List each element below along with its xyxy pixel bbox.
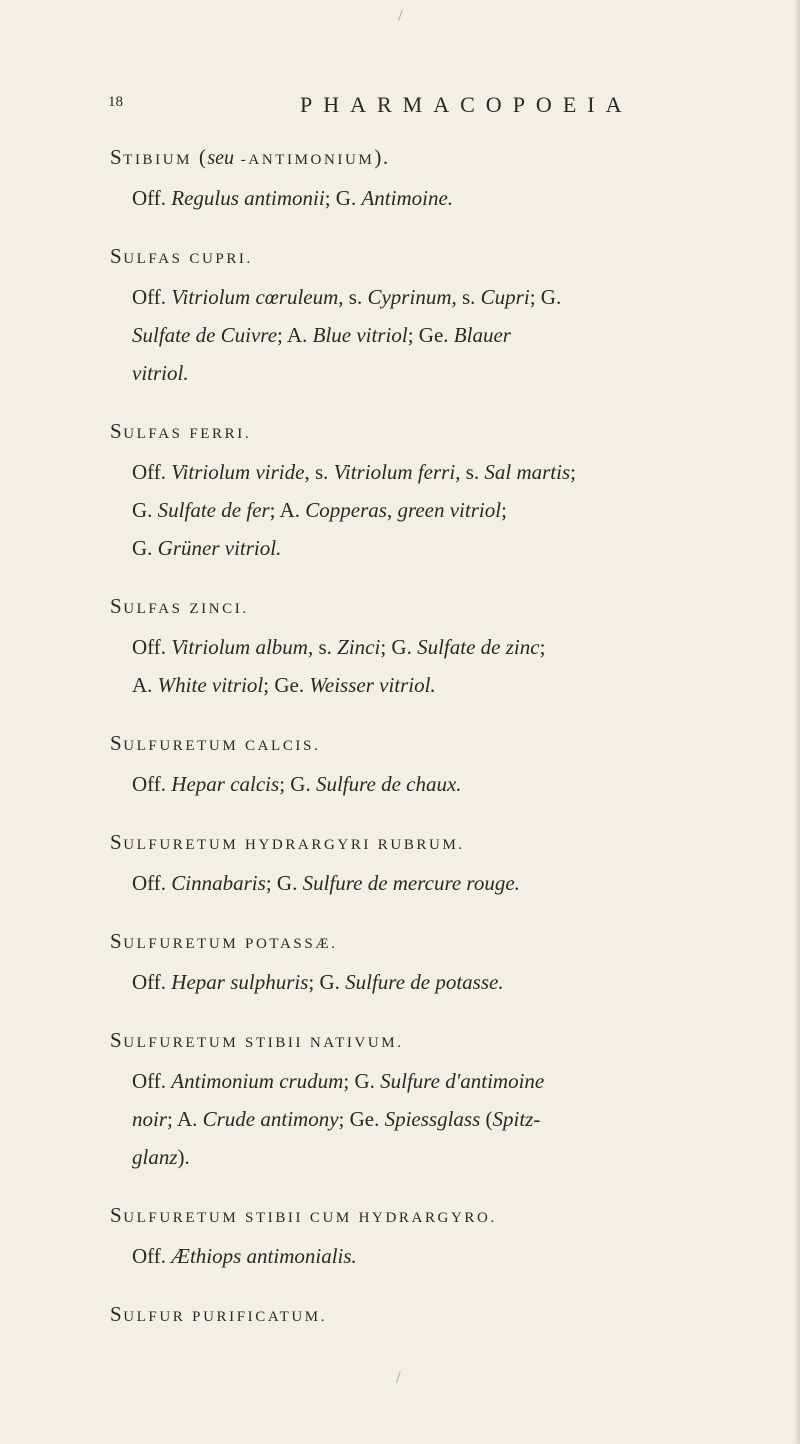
paper-speck: / [398, 8, 403, 24]
entry-heading: SULFAS FERRI. [110, 419, 252, 443]
synonym-line: Off. Æthiops antimonialis. [132, 1244, 357, 1268]
entry-heading: SULFURETUM HYDRARGYRI RUBRUM. [110, 830, 465, 854]
entry [110, 823, 770, 902]
synonym-line: vitriol. [132, 361, 189, 385]
synonym-line: Off. Hepar calcis; G. Sulfure de chaux. [132, 772, 462, 796]
entry [110, 1021, 770, 1176]
synonym-line: Sulfate de Cuivre; A. Blue vitriol; Ge. Blauer [132, 323, 511, 347]
synonym-line: Off. Vitriolum cœruleum, s. Cyprinum, s. Cupri; G. [132, 285, 562, 309]
synonym-line: Off. Vitriolum album, s. Zinci; G. Sulfate de zinc; [132, 635, 546, 659]
entry [110, 1196, 770, 1275]
synonym-line: G. Sulfate de fer; A. Copperas, green vitriol; [132, 498, 507, 522]
entry-heading: SULFURETUM STIBII CUM HYDRARGYRO. [110, 1203, 497, 1227]
page-edge-shadow [794, 0, 800, 1444]
synonym-line: G. Grüner vitriol. [132, 536, 282, 560]
entry-heading: SULFURETUM STIBII NATIVUM. [110, 1028, 404, 1052]
synonym-line: Off. Regulus antimonii; G. Antimoine. [132, 186, 454, 210]
entry [110, 922, 770, 1001]
synonym-line: Off. Cinnabaris; G. Sulfure de mercure rouge. [132, 871, 520, 895]
synonym-line: Off. Antimonium crudum; G. Sulfure d'antimoine [132, 1069, 545, 1093]
synonym-line: noir; A. Crude antimony; Ge. Spiessglass (Spitz- [132, 1107, 541, 1131]
entry-heading: SULFUR PURIFICATUM. [110, 1302, 328, 1326]
entry-heading: STIBIUM (seu -ANTIMONIUM). [110, 145, 390, 169]
entry [110, 1295, 770, 1336]
synonym-line: glanz). [132, 1145, 190, 1169]
entry [110, 237, 770, 392]
entry [110, 587, 770, 704]
synonym-line: Off. Vitriolum viride, s. Vitriolum ferri, s. Sal martis; [132, 460, 576, 484]
synonym-line: A. White vitriol; Ge. Weisser vitriol. [132, 673, 436, 697]
running-title: PHARMACOPOEIA [300, 92, 633, 117]
entry [110, 724, 770, 803]
entry-heading: SULFURETUM CALCIS. [110, 731, 321, 755]
entry-heading: SULFURETUM POTASSÆ. [110, 929, 338, 953]
entry-heading: SULFAS ZINCI. [110, 594, 249, 618]
entry [110, 138, 770, 217]
entry [110, 412, 770, 567]
synonym-line: Off. Hepar sulphuris; G. Sulfure de potasse. [132, 970, 504, 994]
entry-list [110, 138, 770, 1356]
page-number: 18 [108, 94, 123, 110]
entry-heading: SULFAS CUPRI. [110, 244, 253, 268]
paper-speck: / [396, 1370, 401, 1386]
